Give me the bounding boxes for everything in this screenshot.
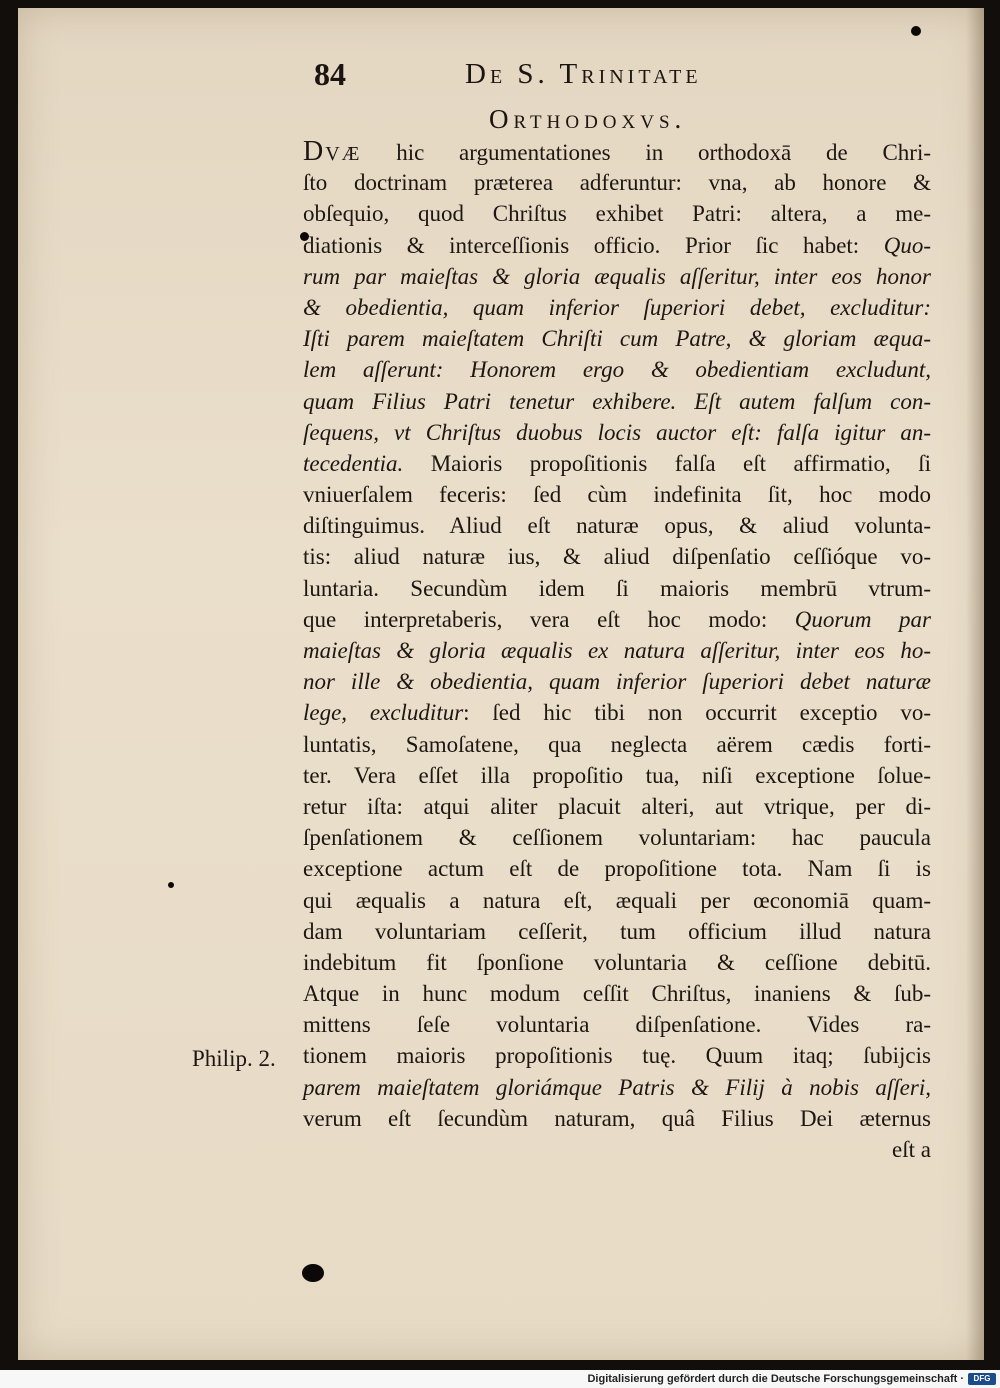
text-line	[303, 853, 931, 884]
text-line	[303, 635, 931, 666]
text-line	[303, 604, 931, 635]
dfg-logo: DFG	[968, 1373, 996, 1385]
text-line	[303, 697, 931, 728]
text-line	[303, 417, 931, 448]
text-span: que interpretaberis, vera eſt hoc modo:	[303, 606, 795, 632]
italic-span: lem aſſerunt: Honorem ergo & obedientiam excludunt,	[303, 357, 931, 383]
text-line	[303, 386, 931, 417]
text-span: exceptione actum eſt de propoſitione tota. Nam ſi is	[303, 856, 931, 882]
text-line	[303, 760, 931, 791]
text-line	[303, 1072, 931, 1103]
text-span: tionem maioris propoſitionis tuę. Quum itaq; ſubijcis	[303, 1043, 931, 1069]
ink-spot	[911, 26, 921, 36]
text-span: diationis & interceſſionis officio. Prior ſic habet:	[303, 232, 884, 258]
text-span: mittens ſeſe voluntaria diſpenſatione. Vides ra-	[303, 1012, 931, 1038]
body-text	[303, 136, 931, 1165]
marginal-note: Philip. 2.	[192, 1046, 276, 1071]
running-title: De S. Trinitate	[465, 58, 702, 90]
text-span: ter. Vera eſſet illa propoſitio tua, niſi exceptione ſolue-	[303, 762, 931, 788]
text-span: luntaria. Secundùm idem ſi maioris membrū vtrum-	[303, 575, 931, 601]
italic-span: & obedientia, quam inferior ſuperiori debet, excluditur:	[303, 294, 931, 320]
text-line	[303, 510, 931, 541]
text-line	[303, 1134, 931, 1165]
text-line	[303, 292, 931, 323]
italic-span: tecedentia.	[303, 450, 404, 476]
text-line	[303, 947, 931, 978]
text-line	[303, 541, 931, 572]
italic-span: parem maieſtatem gloriámque Patris & Filij à nobis aſſeri,	[303, 1074, 931, 1100]
text-line	[303, 448, 931, 479]
text-line	[303, 261, 931, 292]
italic-span: ſequens, vt Chriſtus duobus locis auctor eſt: falſa igitur an-	[303, 419, 931, 445]
text-line	[303, 1009, 931, 1040]
text-span: indebitum fit ſponſione voluntaria & ceſſione debitū.	[303, 949, 931, 975]
italic-span: lege, excluditur	[303, 700, 464, 726]
text-span: : ſed hic tibi non occurrit exceptio vo-	[463, 700, 931, 726]
text-span: ſpenſationem & ceſſionem voluntariam: hac paucula	[303, 825, 931, 851]
text-span: luntatis, Samoſatene, qua neglecta aërem cædis forti-	[303, 731, 931, 757]
text-line	[303, 916, 931, 947]
text-line	[303, 822, 931, 853]
ink-spot	[168, 882, 174, 888]
text-span: hic argumentationes in orthodoxā de Chri-	[361, 140, 931, 165]
text-line	[303, 354, 931, 385]
text-line	[303, 479, 931, 510]
italic-span: quam Filius Patri tenetur exhibere. Eſt autem falſum con-	[303, 388, 931, 414]
italic-span: rum par maieſtas & gloria æqualis aſſeritur, inter eos honor	[303, 263, 931, 289]
text-line	[303, 167, 931, 198]
ink-spot	[302, 1264, 324, 1282]
text-span: obſequio, quod Chriſtus exhibet Patri: altera, a me-	[303, 201, 931, 227]
italic-span: maieſtas & gloria æqualis ex natura aſſeritur, inter eos ho-	[303, 638, 931, 663]
text-span: Atque in hunc modum ceſſit Chriſtus, inaniens & ſub-	[303, 981, 931, 1007]
text-line	[303, 230, 931, 261]
text-line	[303, 791, 931, 822]
italic-span: Iſti parem maieſtatem Chriſti cum Patre, & gloriam æqua-	[303, 326, 931, 352]
section-title: Orthodoxvs.	[489, 104, 687, 134]
text-line	[303, 323, 931, 354]
text-span: dam voluntariam ceſſerit, tum officium illud natura	[303, 918, 931, 944]
page-number: 84	[314, 56, 346, 92]
initial-word: Dvæ	[303, 136, 362, 167]
text-line	[303, 978, 931, 1009]
text-span: retur iſta: atqui aliter placuit alteri, aut vtrique, per di-	[303, 793, 931, 819]
italic-span: Quo-	[883, 232, 931, 258]
text-span: tis: aliud naturæ ius, & aliud diſpenſatio ceſſióque vo-	[303, 544, 931, 570]
text-line	[303, 198, 931, 229]
text-span: eſt a	[892, 1137, 931, 1162]
text-line	[303, 573, 931, 604]
italic-span: nor ille & obedientia, quam inferior ſuperiori debet naturæ	[303, 669, 931, 695]
text-span: qui æqualis a natura eſt, æquali per œconomiā quam-	[303, 887, 931, 913]
text-line	[303, 729, 931, 760]
italic-span: Quorum par	[794, 606, 931, 632]
footer-bar	[0, 1370, 1000, 1388]
text-line	[303, 666, 931, 697]
text-span: diſtinguimus. Aliud eſt naturæ opus, & aliud volunta-	[303, 513, 931, 539]
text-span: verum eſt ſecundùm naturam, quâ Filius Dei æternus	[303, 1105, 931, 1131]
text-span: Maioris propoſitionis falſa eſt affirmatio, ſi	[403, 450, 931, 476]
text-line	[303, 136, 931, 167]
text-line	[303, 1103, 931, 1134]
text-span: vniuerſalem feceris: ſed cùm indefinita ſit, hoc modo	[303, 482, 931, 508]
text-span: ſto doctrinam præterea adferuntur: vna, ab honore &	[303, 170, 931, 196]
text-line	[303, 885, 931, 916]
footer-credit: Digitalisierung gefördert durch die Deutsche Forschungsgemeinschaft ·	[587, 1373, 964, 1385]
text-line	[303, 1040, 931, 1071]
